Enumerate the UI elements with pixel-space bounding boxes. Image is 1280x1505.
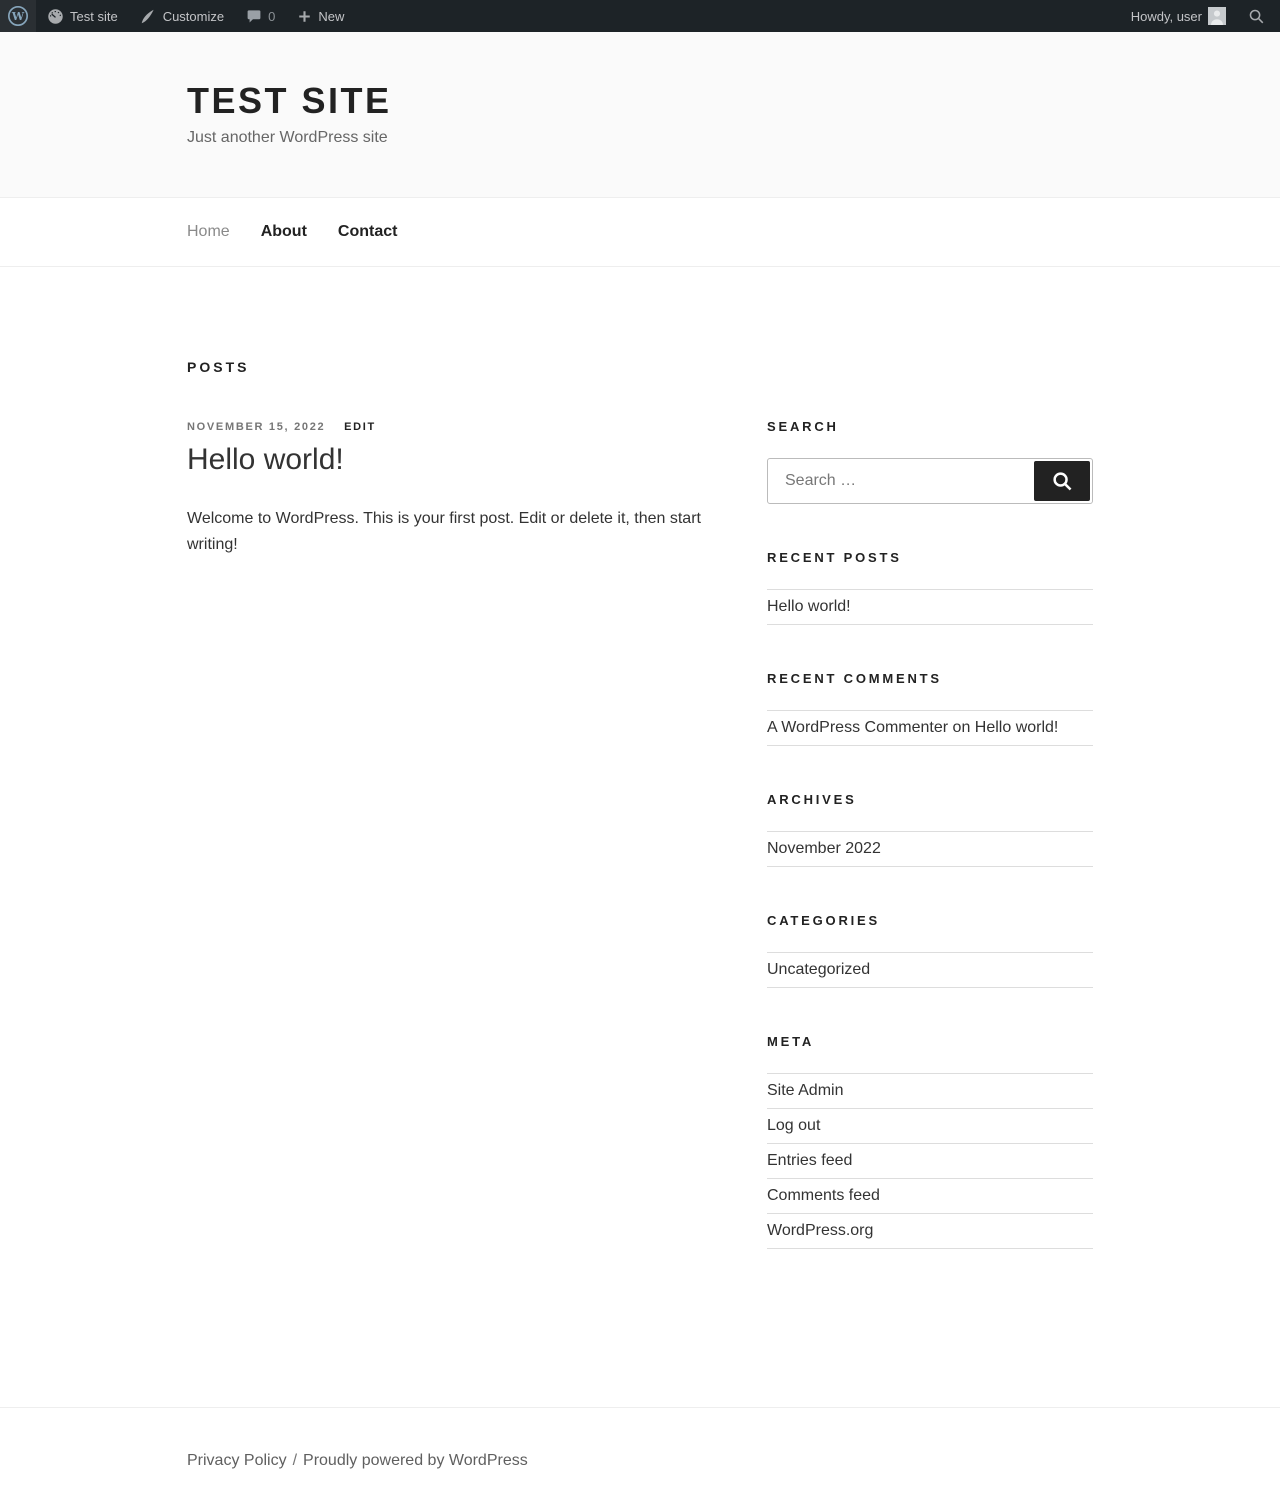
post-body: Welcome to WordPress. This is your first post. Edit or delete it, then start writing! (187, 509, 701, 554)
page-title: POSTS (187, 359, 250, 375)
admin-bar-comments[interactable] (235, 0, 286, 32)
category-link[interactable]: Uncategorized (767, 961, 871, 978)
post-title-link[interactable]: Hello world! (187, 443, 344, 476)
avatar (1208, 7, 1226, 25)
admin-bar-site-menu[interactable] (36, 0, 129, 32)
nav-link-about[interactable]: About (260, 223, 307, 240)
comment-author-link[interactable]: A WordPress Commenter (767, 719, 949, 736)
howdy-label: Howdy, user (1130, 8, 1202, 24)
site-header (0, 32, 1280, 197)
post-date-link[interactable]: NOVEMBER 15, 2022 (187, 421, 326, 433)
wordpress-logo-button[interactable] (0, 0, 36, 32)
meta-log-out-link[interactable]: Log out (767, 1117, 821, 1134)
recent-posts-widget (767, 550, 1093, 625)
admin-bar-new-label: New (318, 8, 345, 24)
recent-comments-title: RECENT COMMENTS (767, 671, 942, 686)
recent-posts-title: RECENT POSTS (767, 550, 902, 565)
site-title[interactable]: TEST SITE (187, 80, 392, 121)
wordpress-logo-icon (7, 5, 29, 27)
search-icon (1248, 8, 1265, 25)
archive-link[interactable]: November 2022 (767, 840, 881, 857)
nav-link-contact[interactable]: Contact (337, 223, 398, 240)
admin-bar-my-account[interactable] (1120, 0, 1237, 32)
posts-column (187, 359, 712, 559)
site-footer (0, 1407, 1280, 1505)
post-article (187, 421, 712, 559)
admin-bar-search-button[interactable] (1237, 0, 1276, 32)
post-edit-link[interactable]: EDIT (344, 421, 376, 433)
list-item (767, 1144, 1093, 1179)
customize-brush-icon (140, 8, 157, 25)
search-widget-title: SEARCH (767, 419, 839, 434)
admin-bar-comment-count: 0 (268, 8, 276, 24)
meta-entries-feed-link[interactable]: Entries feed (767, 1152, 853, 1169)
list-item (767, 1179, 1093, 1214)
meta-site-admin-link[interactable]: Site Admin (767, 1082, 844, 1099)
list-item (767, 1214, 1093, 1249)
meta-title: META (767, 1034, 815, 1049)
site-tagline: Just another WordPress site (187, 129, 388, 147)
search-widget (767, 419, 1093, 504)
admin-bar-site-name-label: Test site (70, 8, 118, 24)
archives-widget (767, 792, 1093, 867)
sidebar (767, 419, 1093, 1295)
dashboard-gauge-icon (47, 8, 64, 25)
admin-bar-new[interactable] (286, 0, 355, 32)
list-item (767, 1109, 1093, 1144)
list-item (767, 953, 1093, 988)
search-submit-button[interactable] (1034, 461, 1090, 501)
list-item (767, 1074, 1093, 1109)
meta-widget (767, 1034, 1093, 1249)
list-item (767, 832, 1093, 867)
archives-title: ARCHIVES (767, 792, 857, 807)
list-item (767, 590, 1093, 625)
comment-connector: on (948, 719, 975, 736)
categories-widget (767, 913, 1093, 988)
recent-comments-widget (767, 671, 1093, 746)
recent-post-link[interactable]: Hello world! (767, 598, 851, 615)
comments-bubble-icon (246, 8, 262, 24)
main-nav (0, 197, 1280, 267)
comment-post-link[interactable]: Hello world! (974, 719, 1059, 736)
magnifier-icon (1051, 470, 1074, 493)
plus-icon (297, 9, 312, 24)
admin-bar-left (0, 0, 355, 32)
privacy-policy-link[interactable]: Privacy Policy (187, 1452, 287, 1469)
categories-title: CATEGORIES (767, 913, 880, 928)
footer-separator: / (292, 1452, 298, 1469)
list-item (767, 711, 1093, 746)
site-content (187, 267, 1093, 1407)
powered-by-link[interactable]: Proudly powered by WordPress (303, 1452, 528, 1469)
meta-comments-feed-link[interactable]: Comments feed (767, 1187, 880, 1204)
nav-link-home[interactable]: Home (187, 223, 230, 240)
admin-bar-customize-label: Customize (162, 8, 225, 24)
meta-wordpress-org-link[interactable]: WordPress.org (767, 1222, 874, 1239)
admin-bar-customize[interactable] (129, 0, 235, 32)
admin-bar-right (1120, 0, 1280, 32)
svg-text:W: W (11, 10, 25, 24)
admin-bar (0, 0, 1280, 32)
